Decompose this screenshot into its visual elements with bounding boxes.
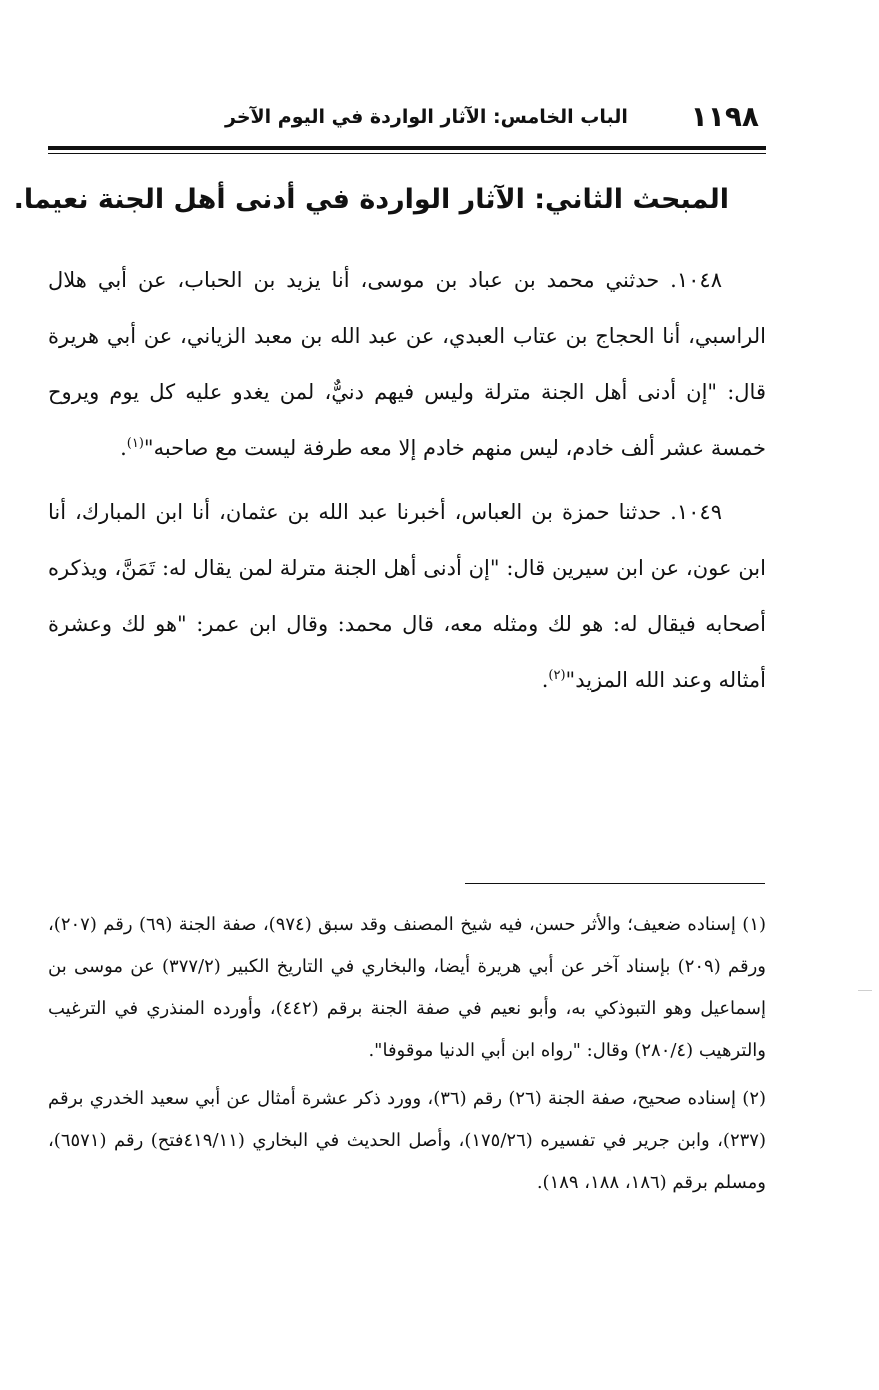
paragraph-end: . bbox=[120, 436, 127, 460]
paragraph-text: ١٠٤٨. حدثني محمد بن عباد بن موسى، أنا يزيد بن الحباب، عن أبي هلال الراسبي، أنا الحجاج بن عتاب العبدي، عن عبد الله بن معبد الزياني، عن أبي هريرة قال: "إن أدنى أهل الجنة مترلة وليس فيهم دنيٌّ، لمن يغدو عليه كل يوم ويروح خمسة عشر ألف خادم، ليس منهم خادم إلا معه طرفة ليست مع صاحبه" bbox=[48, 268, 766, 460]
footnote-separator bbox=[465, 883, 765, 884]
footnote-reference[interactable]: (١) bbox=[126, 436, 144, 451]
margin-mark bbox=[858, 990, 872, 991]
paragraph-1049 bbox=[48, 484, 766, 708]
running-header bbox=[225, 96, 765, 136]
header-rule-thin bbox=[48, 153, 766, 154]
footnote-1: (١) إسناده ضعيف؛ والأثر حسن، فيه شيخ المصنف وقد سبق (٩٧٤)، صفة الجنة (٦٩) رقم (٢٠٧)، ورقم (٢٠٩) بإسناد آخر عن أبي هريرة أيضا، والبخاري في التاريخ الكبير (٣٧٧/٢) عن موسى بن إسماعيل وهو التبوذكي به، وأبو نعيم في صفة الجنة برقم (٤٤٢)، وأورده المنذري في الترغيب والترهيب (٢٨٠/٤) وقال: "رواه ابن أبي الدنيا موقوفا". bbox=[48, 914, 767, 1061]
footnotes bbox=[48, 904, 766, 1210]
paragraph-text: ١٠٤٩. حدثنا حمزة بن العباس، أخبرنا عبد الله بن عثمان، أنا ابن المبارك، أنا ابن عون، عن ابن سيرين قال: "إن أدنى أهل الجنة مترلة لمن يقال له: تَمَنَّ، ويذكره أصحابه فيقال له: هو لك ومثله معه، قال محمد: وقال ابن عمر: "هو لك وعشرة أمثاله وعند الله المزيد" bbox=[48, 500, 766, 692]
paragraph-end: . bbox=[541, 668, 549, 692]
section-heading: المبحث الثاني: الآثار الواردة في أدنى أهل الجنة نعيما. bbox=[13, 184, 729, 215]
page-number: ١١٩٨ bbox=[690, 100, 759, 133]
footnote-reference[interactable]: (٢) bbox=[548, 668, 566, 683]
footnote-2: (٢) إسناده صحيح، صفة الجنة (٢٦) رقم (٣٦)، وورد ذكر عشرة أمثال عن أبي سعيد الخدري برقم (٢٣٧)، وابن جرير في تفسيره (١٧٥/٢٦)، وأصل الحديث في البخاري (٤١٩/١١فتح) رقم (٦٥٧١)، ومسلم برقم (١٨٦، ١٨٨، ١٨٩). bbox=[48, 1088, 767, 1193]
body-text bbox=[48, 252, 766, 716]
chapter-title: الباب الخامس: الآثار الواردة في اليوم الآخر bbox=[225, 106, 628, 128]
header-rule-thick bbox=[48, 146, 766, 150]
paragraph-1048 bbox=[48, 252, 766, 476]
